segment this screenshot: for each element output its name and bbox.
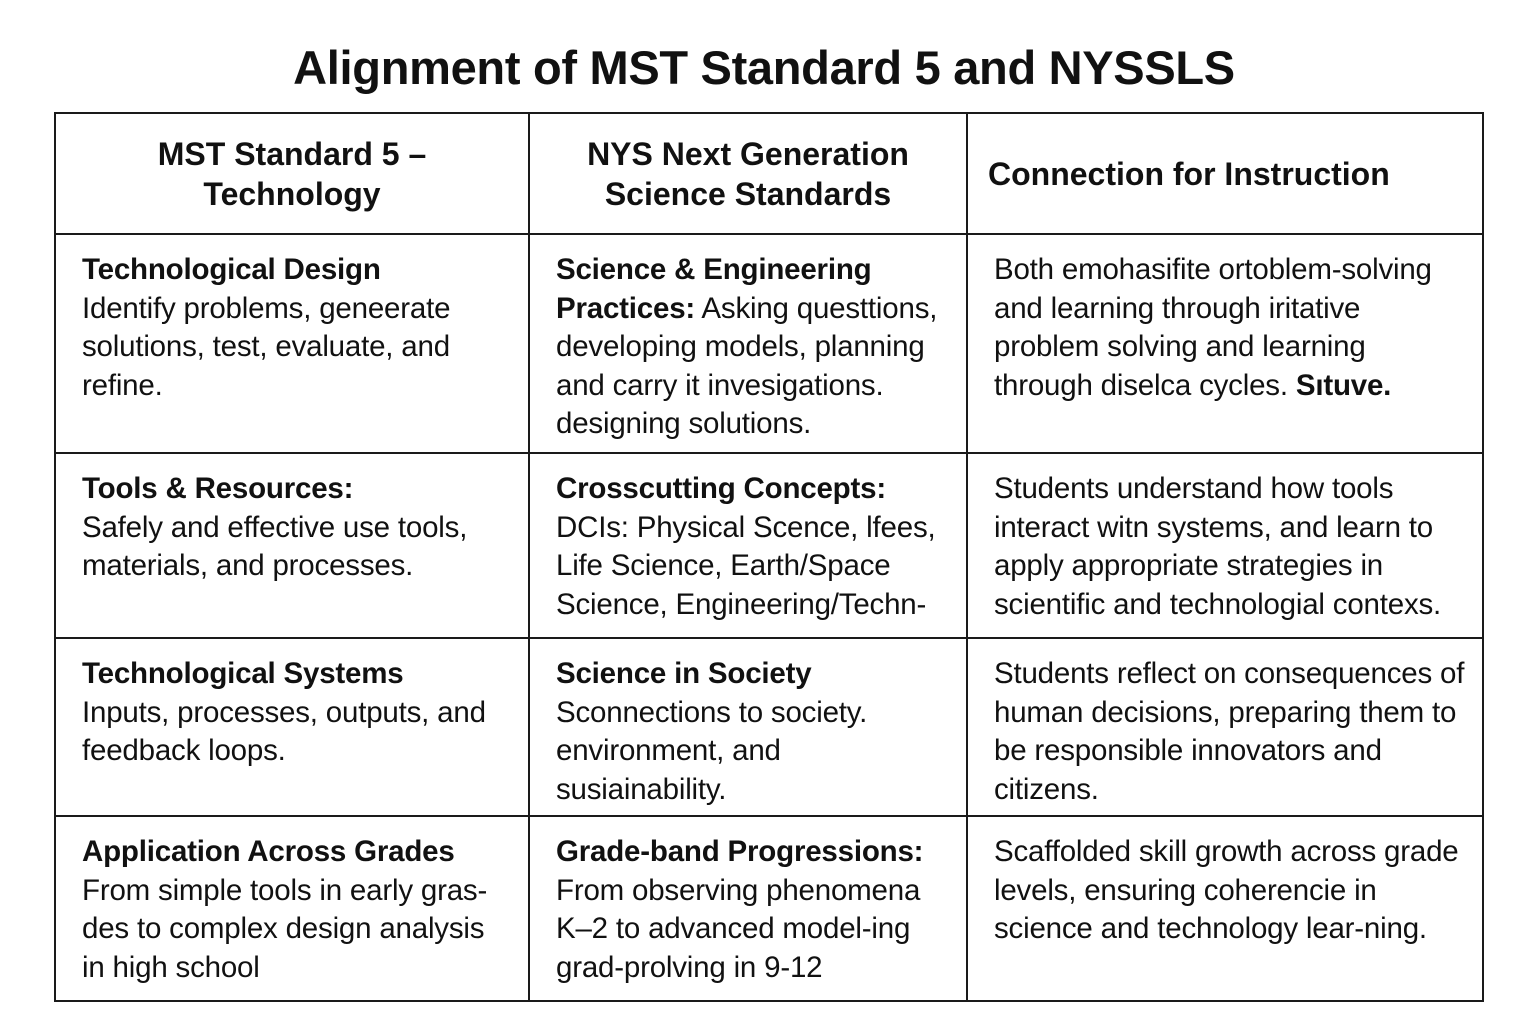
- header-mst-standard: MST Standard 5 – Technology: [55, 113, 529, 234]
- nyssls-text: Asking questtions, developing models, planning and carry it invesigations. designing solutions.: [556, 291, 938, 441]
- mst-heading: Application Across Grades: [82, 835, 455, 868]
- nyssls-heading: Grade-band Progressions:: [556, 835, 924, 868]
- mst-heading: Technological Design: [82, 253, 381, 286]
- nyssls-cell: [529, 638, 967, 816]
- mst-cell: [55, 453, 529, 638]
- nyssls-heading: Crosscutting Concepts:: [556, 472, 886, 505]
- connection-text: Students understand how tools interact witn systems, and learn to apply appropriate strategies in scientific and technologial contexs.: [994, 472, 1442, 621]
- mst-cell: [55, 234, 529, 453]
- mst-heading: Tools & Resources:: [82, 472, 354, 505]
- mst-text: From simple tools in early gras-des to complex design analysis in high school: [82, 873, 488, 984]
- mst-cell: [55, 816, 529, 1001]
- connection-cell: [967, 638, 1483, 816]
- header-connection: Connection for Instruction: [967, 113, 1483, 234]
- nyssls-text: Sconnections to society. environment, and susiainability.: [556, 695, 868, 806]
- connection-cell: [967, 453, 1483, 638]
- page-title: Alignment of MST Standard 5 and NYSSLS: [293, 41, 1235, 94]
- mst-text: Identify problems, geneerate solutions, test, evaluate, and refine.: [82, 291, 451, 402]
- nyssls-heading: Science & Engineering Practices:: [556, 253, 872, 325]
- nyssls-heading: Science in Society: [556, 657, 812, 690]
- nyssls-text: DCIs: Physical Scence, lfees, Life Science, Earth/Space Science, Engineering/Techn-: [556, 510, 936, 621]
- table-header-row: [55, 113, 1483, 234]
- connection-cell: [967, 816, 1483, 1001]
- mst-heading: Technological Systems: [82, 657, 404, 690]
- mst-text: Safely and effective use tools, materials, and processes.: [82, 510, 468, 583]
- table-row: [55, 638, 1483, 816]
- mst-text: Inputs, processes, outputs, and feedback loops.: [82, 695, 486, 768]
- table-row: [55, 234, 1483, 453]
- alignment-table: [54, 112, 1484, 1002]
- table-row: [55, 453, 1483, 638]
- nyssls-cell: [529, 816, 967, 1001]
- connection-text: Both emohasifite ortoblem-solving and learning through iritative problem solving and learning through diselca cycles.: [994, 253, 1432, 402]
- nyssls-cell: [529, 234, 967, 453]
- table-row: [55, 816, 1483, 1001]
- mst-cell: [55, 638, 529, 816]
- connection-bold-text: Sıtuve.: [1295, 368, 1392, 402]
- nyssls-text: From observing phenomena K–2 to advanced model-ing grad-prolving in 9-12: [556, 873, 921, 984]
- connection-cell: [967, 234, 1483, 453]
- nyssls-cell: [529, 453, 967, 638]
- connection-text: Students reflect on consequences of human decisions, preparing them to be responsible innovators and citizens.: [994, 657, 1465, 806]
- connection-text: Scaffolded skill growth across grade levels, ensuring coherencie in science and technology lear-ning.: [994, 835, 1459, 946]
- header-nyssls: NYS Next Generation Science Standards: [529, 113, 967, 234]
